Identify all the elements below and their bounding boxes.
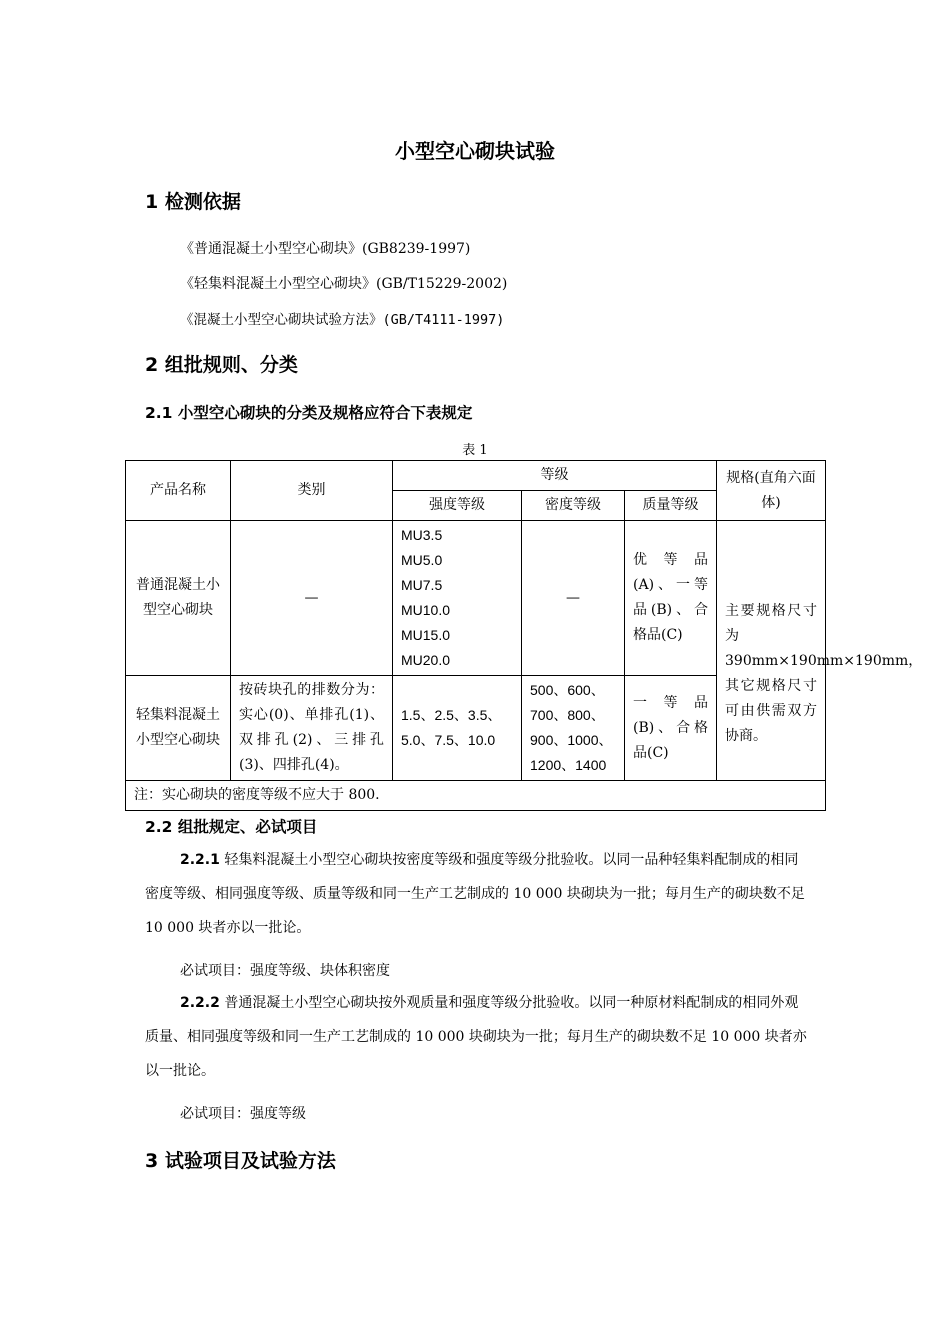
table-note: 注：实心砌块的密度等级不应大于 800.	[126, 781, 826, 811]
table-header-row	[126, 461, 826, 491]
strength-grade-item: MU10.0	[401, 602, 451, 618]
quality-cell: 优等品(A)、一等品(B)、合格品(C)	[625, 521, 717, 676]
strength-grade-item: MU20.0	[401, 652, 451, 668]
section-heading-3: 3 试验项目及试验方法	[145, 1150, 336, 1172]
header-product-name: 产品名称	[126, 461, 231, 521]
reference-1: 《普通混凝土小型空心砌块》(GB8239-1997)	[180, 241, 471, 257]
strength-grade-item: MU7.5	[401, 577, 443, 593]
strength-grade-item: MU15.0	[401, 627, 451, 643]
paragraph-2-2-2	[145, 986, 810, 1088]
quality-cell: 一等品(B)、合格品(C)	[625, 676, 717, 781]
section-heading-2-2: 2.2 组批规定、必试项目	[145, 818, 318, 836]
strength-grade-item: MU5.0	[401, 552, 443, 568]
reference-2: 《轻集料混凝土小型空心砌块》(GB/T15229-2002)	[180, 276, 508, 292]
table-row	[126, 521, 826, 676]
required-tests: 必试项目：强度等级	[180, 1106, 306, 1122]
density-cell: 500、600、700、800、900、1000、1200、1400	[522, 676, 625, 781]
table-note-row	[126, 781, 826, 811]
section-heading-2-1: 2.1 小型空心砌块的分类及规格应符合下表规定	[145, 404, 473, 422]
header-spec: 规格(直角六面体)	[717, 461, 826, 521]
header-category: 类别	[231, 461, 393, 521]
required-tests: 必试项目：强度等级、块体积密度	[180, 963, 390, 979]
category-cell: —	[231, 521, 393, 676]
header-grade: 等级	[393, 461, 717, 491]
clause-number: 2.2.2	[180, 995, 220, 1011]
density-cell: —	[522, 521, 625, 676]
classification-table	[125, 460, 923, 811]
header-strength-grade: 强度等级	[393, 491, 522, 521]
section-heading-1: 1 检测依据	[145, 191, 241, 213]
clause-number: 2.2.1	[180, 852, 220, 868]
reference-3: 《混凝土小型空心砌块试验方法》(GB/T4111-1997)	[180, 312, 505, 328]
header-density-grade: 密度等级	[522, 491, 625, 521]
category-cell: 按砖块孔的排数分为：实心(0)、单排孔(1)、双排孔(2)、三排孔(3)、四排孔(4)。	[231, 676, 393, 781]
strength-grade-item: MU3.5	[401, 527, 443, 543]
product-name-cell: 轻集料混凝土小型空心砌块	[126, 676, 231, 781]
spec-cell: 主要规格尺寸为390mm×190mm×190mm，其它规格尺寸可由供需双方协商。	[717, 521, 826, 781]
table-caption: 表 1	[462, 443, 488, 458]
strength-grades-cell	[393, 521, 522, 676]
product-name-cell: 普通混凝土小型空心砌块	[126, 521, 231, 676]
clause-text: 普通混凝土小型空心砌块按外观质量和强度等级分批验收。以同一种原材料配制成的相同外观质量、相同强度等级和同一生产工艺制成的 10 000 块砌块为一批；每月生产的砌块数不足 10 000 块者亦以一批论。	[145, 995, 807, 1079]
header-quality-grade: 质量等级	[625, 491, 717, 521]
paragraph-2-2-1	[145, 843, 810, 945]
strength-grades-cell: 1.5、2.5、3.5、5.0、7.5、10.0	[393, 676, 522, 781]
page-title: 小型空心砌块试验	[395, 139, 555, 163]
section-heading-2: 2 组批规则、分类	[145, 354, 298, 376]
clause-text: 轻集料混凝土小型空心砌块按密度等级和强度等级分批验收。以同一品种轻集料配制成的相同密度等级、相同强度等级、质量等级和同一生产工艺制成的 10 000 块砌块为一批；每月生产的砌块数不足 10 000 块者亦以一批论。	[145, 852, 805, 936]
